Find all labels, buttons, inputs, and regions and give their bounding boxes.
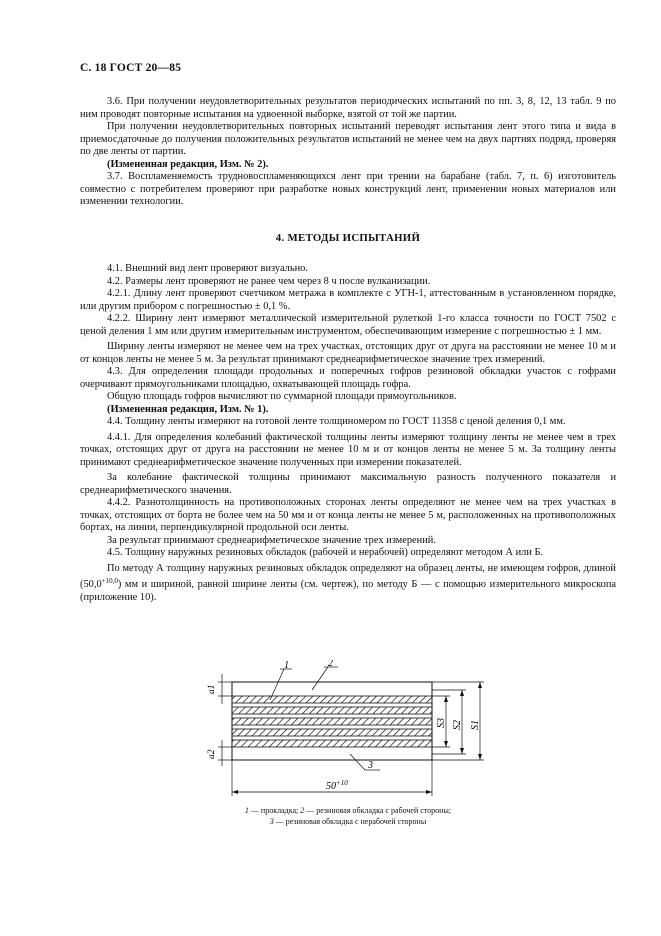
dim-label-a2: a2 (207, 749, 217, 759)
paragraph-text-part: ) мм и шириной, равной ширине ленты (см. чертеж), по методу Б — с помощью измерительного микроскопа (приложение 10). (80, 579, 616, 603)
amendment-note: (Измененная редакция, Изм. № 2). (107, 158, 269, 170)
ply-layer (232, 718, 432, 725)
arrowhead (478, 682, 482, 688)
callout-leader-2 (312, 667, 328, 690)
document-body (80, 96, 616, 604)
arrowhead (444, 741, 448, 747)
caption-number: 3 (269, 816, 274, 826)
dim-label-s1: S1 (470, 720, 481, 730)
caption-number: 1 (244, 806, 249, 815)
belt-cross-section-figure (200, 660, 500, 800)
caption-text: — резиновая обкладка с нерабочей стороны (273, 816, 427, 826)
ply-layer (232, 740, 432, 747)
dim-label-s3: S3 (436, 718, 447, 728)
paragraph: 4.1. Внешний вид лент проверяют визуально. (107, 263, 308, 274)
paragraph: 4.4. Толщину ленты измеряют на готовой ленте толщиномером по ГОСТ 11358 с ценой деления 0,1 мм. (107, 416, 566, 427)
amendment-note: (Измененная редакция, Изм. № 1). (107, 403, 269, 415)
dim-label-length: $50^{+10}$ (326, 779, 348, 792)
ply-layer (232, 729, 432, 736)
paragraph: 3.6. При получении неудовлетворительных результатов периодических испытаний по пп. 3, 8, 12, 13 табл. 9 по ним проводят повторные испытания на удвоенной выборке, взятой от той же партии. (80, 96, 616, 120)
paragraph: 4.2.1. Длину лент проверяют счетчиком метража в комплекте с УГН-1, аттестованным в установленном порядке, или другим прибором с погрешностью ± 0,1 %. (80, 288, 616, 312)
paragraph: 4.4.2. Разнотолщинность на противоположных сторонах ленты определяют не менее чем на трех участках в точках, отстоящих от борта не более чем на 50 мм и от конца ленты не менее 5 м, расположенных на противоположных бортах, на линии, перпендикулярной продольной оси ленты. (80, 497, 616, 533)
paragraph: 4.2.2. Ширину лент измеряют металлической измерительной рулеткой 1-го класса точности по ГОСТ 7502 с ценой деления 1 мм или другим измерительным инструментом, обеспечивающим измерение с погрешностью ± 1 мм. (80, 313, 616, 337)
arrowhead (426, 790, 432, 794)
caption-text: — резиновая обкладка с рабочей стороны; (304, 806, 452, 815)
paragraph-text-part: По методу А толщину наружных резиновых обкладок определяют на образец ленты, не имеющем гофров, длиной (50,0 (80, 562, 616, 590)
figure-caption (80, 806, 616, 827)
dim-label-a1: a1 (207, 684, 217, 694)
callout-label-2: 2 (328, 660, 333, 669)
tolerance-superscript: +10,0 (101, 577, 118, 585)
caption-text: — прокладка; (248, 806, 301, 815)
page-header: С. 18 ГОСТ 20—85 (80, 62, 182, 74)
paragraph: За результат принимают среднеарифметическое значение трех измерений. (107, 534, 436, 546)
section-title: 4. МЕТОДЫ ИСПЫТАНИЙ (275, 231, 421, 244)
arrowhead (232, 790, 238, 794)
callout-leader-1 (270, 669, 284, 700)
arrowhead (444, 696, 448, 702)
arrowhead (478, 754, 482, 760)
paragraph: Общую площадь гофров вычисляют по суммарной площади прямоугольников. (107, 391, 457, 402)
paragraph: 4.4.1. Для определения колебаний фактической толщины ленты измеряют толщину ленты не менее чем в трех точках, отстоящих друг от друга на расстоянии не менее 10 м и от концов ленты не менее 5 м. За толщину ленты принимают среднеарифметическое значение полученных при измерении показателей. (80, 431, 616, 468)
paragraph: За колебание фактической толщины принимают максимальную разность полученного показателя и среднеарифметического значения. (80, 472, 616, 496)
caption-number: 2 (300, 806, 305, 815)
arrowhead (460, 690, 464, 696)
callout-leader-3 (350, 754, 365, 770)
paragraph (80, 563, 616, 605)
paragraph: 3.7. Воспламеняемость трудновоспламеняющихся лент при трении на барабане (табл. 7, п. 6) изготовитель совместно с потребителем проверяют при разработке новых конструкций лент, применении новых материалов или изменении технологии. (80, 171, 616, 207)
paragraph: 4.5. Толщину наружных резиновых обкладок (рабочей и нерабочей) определяют методом А или Б. (107, 547, 544, 558)
ply-layer (232, 696, 432, 703)
callout-label-3: 3 (368, 760, 373, 771)
paragraph: 4.3. Для определения площади продольных и поперечных гофров резиновой обкладки участок с гофрами очерчивают прямоугольниками площадью, охватывающей площадь гофра. (80, 366, 616, 390)
paragraph: Ширину ленты измеряют не менее чем на трех участках, отстоящих друг от друга на расстоянии не менее 10 м и от концов ленты не менее 5 м. За результат принимают среднеарифметическое значение трех измерений. (80, 341, 616, 365)
callout-label-1: 1 (284, 660, 289, 671)
ply-layer (232, 707, 432, 714)
paragraph: 4.2. Размеры лент проверяют не ранее чем через 8 ч после вулканизации. (107, 275, 431, 287)
arrowhead (460, 748, 464, 754)
paragraph: При получении неудовлетворительных повторных испытаний переводят испытания лент этого типа и вида в приемосдаточные до получения положительных результатов испытаний не менее чем на двух партиях подряд, проверяя по две ленты от партии. (80, 121, 616, 157)
dim-label-s2: S2 (452, 720, 463, 730)
